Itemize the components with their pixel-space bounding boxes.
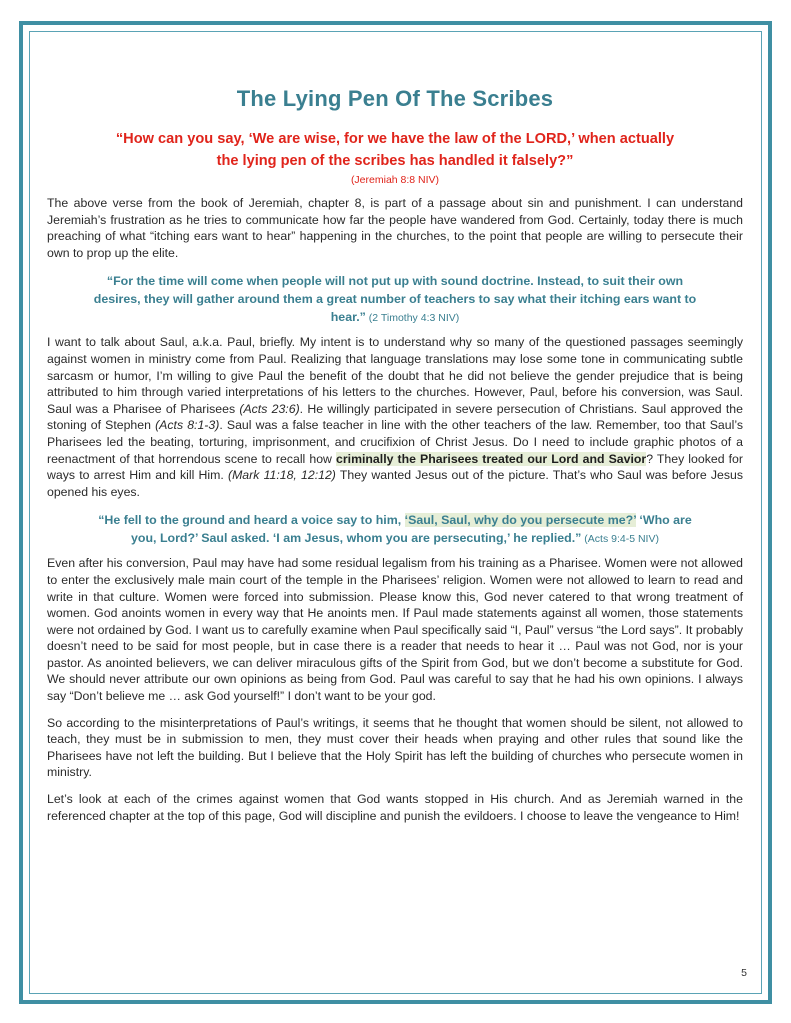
paragraph-3: Even after his conversion, Paul may have had some residual legalism from his training as a Pharisee. Women were not allowed to enter the exclusively male main court of the temple in the Pharisees’ religion. Women were not allowed to learn to read and write in that culture. Women were forced into submission. Please know this, God never catered to that wrong treatment of women. God anoints women in every way that He anoints men. If Paul made statements against all women, those statements were not ordained by God. I want us to carefully examine when Paul specifically said “I, Paul” versus “the Lord says”. It probably doesn’t need to be said for most people, but in case there is a reader that needs to hear it … Paul was not God, nor is your pastor. As anointed believers, we can deliver miraculous gifts of the Spirit from God, but we don’t become a substitute for God. We should never attribute our own opinions as being from God. Paul was careful to say that he had his own opinions. I always say “Don’t believe me … ask God yourself!” I don’t want to be your god. xyxy=(47,556,743,704)
scripture-quote-3 xyxy=(47,511,743,548)
article-body xyxy=(47,86,743,824)
lead-quote-text: “How can you say, ‘We are wise, for we have the law of the LORD,’ when actually the lying pen of the scribes has handled it falsely?” xyxy=(115,131,675,169)
scripture-quote-2 xyxy=(47,272,743,327)
quote3-text-a: “He fell to the ground and heard a voice say to him, xyxy=(98,513,405,528)
p2-text-b: . He willingly participated in severe persecution of Christians. Saul approved the stoning of Stephen xyxy=(47,401,743,433)
p2-highlight: criminally the Pharisees treated our Lord and Savior xyxy=(336,451,647,466)
page-title: The Lying Pen Of The Scribes xyxy=(236,86,554,111)
page-number: 5 xyxy=(741,967,747,979)
quote2-text: “For the time will come when people will not put up with sound doctrine. Instead, to suit their own desires, they will gather around them a great number of teachers to say what their itching ears want to hear.” xyxy=(93,274,697,325)
p2-text-a: I want to talk about Saul, a.k.a. Paul, briefly. My intent is to understand why so many of the questioned passages seemingly against women in ministry come from Paul. Realizing that language translations may lose some tone in communicating subtle sarcasm or humor, I’m willing to give Paul the benefit of the doubt that he did not believe the gender prejudice that is being attributed to him through varied interpretations of his letters to the churches. However, Paul, before his conversion, was Saul. Saul was a Pharisee of Pharisees xyxy=(47,335,743,416)
p2-ref-acts-8: (Acts 8:1-3) xyxy=(155,418,220,433)
quote2-reference: (2 Timothy 4:3 NIV) xyxy=(365,312,460,325)
paragraph-1: The above verse from the book of Jeremiah, chapter 8, is part of a passage about sin and punishment. I can understand Jeremiah’s frustration as he tries to communicate how far the people have wandered from God. Certainly, today there is much preaching of what “itching ears want to hear” happening in the churches, to the point that people are willing to persecute their own to prop up the elite. xyxy=(47,196,743,260)
p2-text-c: . Saul was a false teacher in line with the other teachers of the law. Remember, too that Saul’s Pharisees led the beating, torturing, imprisonment, and crucifixion of Christ Jesus. Do I need to include graphic photos of a reenactment of that horrendous scene to recall how xyxy=(47,418,743,466)
p2-ref-acts-23: (Acts 23:6) xyxy=(239,401,300,416)
quote3-reference: (Acts 9:4-5 NIV) xyxy=(581,533,659,546)
quote3-text-b: ‘Who are you, Lord?’ Saul asked. ‘I am Jesus, whom you are persecuting,’ he replied.” xyxy=(131,513,692,546)
lead-scripture-quote xyxy=(47,128,743,188)
paragraph-2 xyxy=(47,334,743,500)
paragraph-5: Let’s look at each of the crimes against women that God wants stopped in His church. And as Jeremiah warned in the referenced chapter at the top of this page, God will discipline and punish the evildoers. I choose to leave the vengeance to Him! xyxy=(47,792,743,823)
paragraph-4: So according to the misinterpretations of Paul’s writings, it seems that he thought that women should be silent, not allowed to teach, they must be in submission to men, they must cover their heads when praying and other rules that sound like the Pharisees have not left the building. But I believe that the Holy Spirit has left the building of churches who persecute women in ministry. xyxy=(47,715,743,780)
p2-text-d: ? They looked for ways to arrest Him and kill Him. xyxy=(47,451,743,483)
p2-ref-mark: (Mark 11:18, 12:12) xyxy=(227,468,336,483)
p2-text-e: They wanted Jesus out of the picture. That’s who Saul was before Jesus opened his eyes. xyxy=(47,468,743,499)
quote3-highlight: ‘Saul, Saul, why do you persecute me?’ xyxy=(404,513,636,528)
lead-quote-reference: (Jeremiah 8:8 NIV) xyxy=(350,174,440,186)
